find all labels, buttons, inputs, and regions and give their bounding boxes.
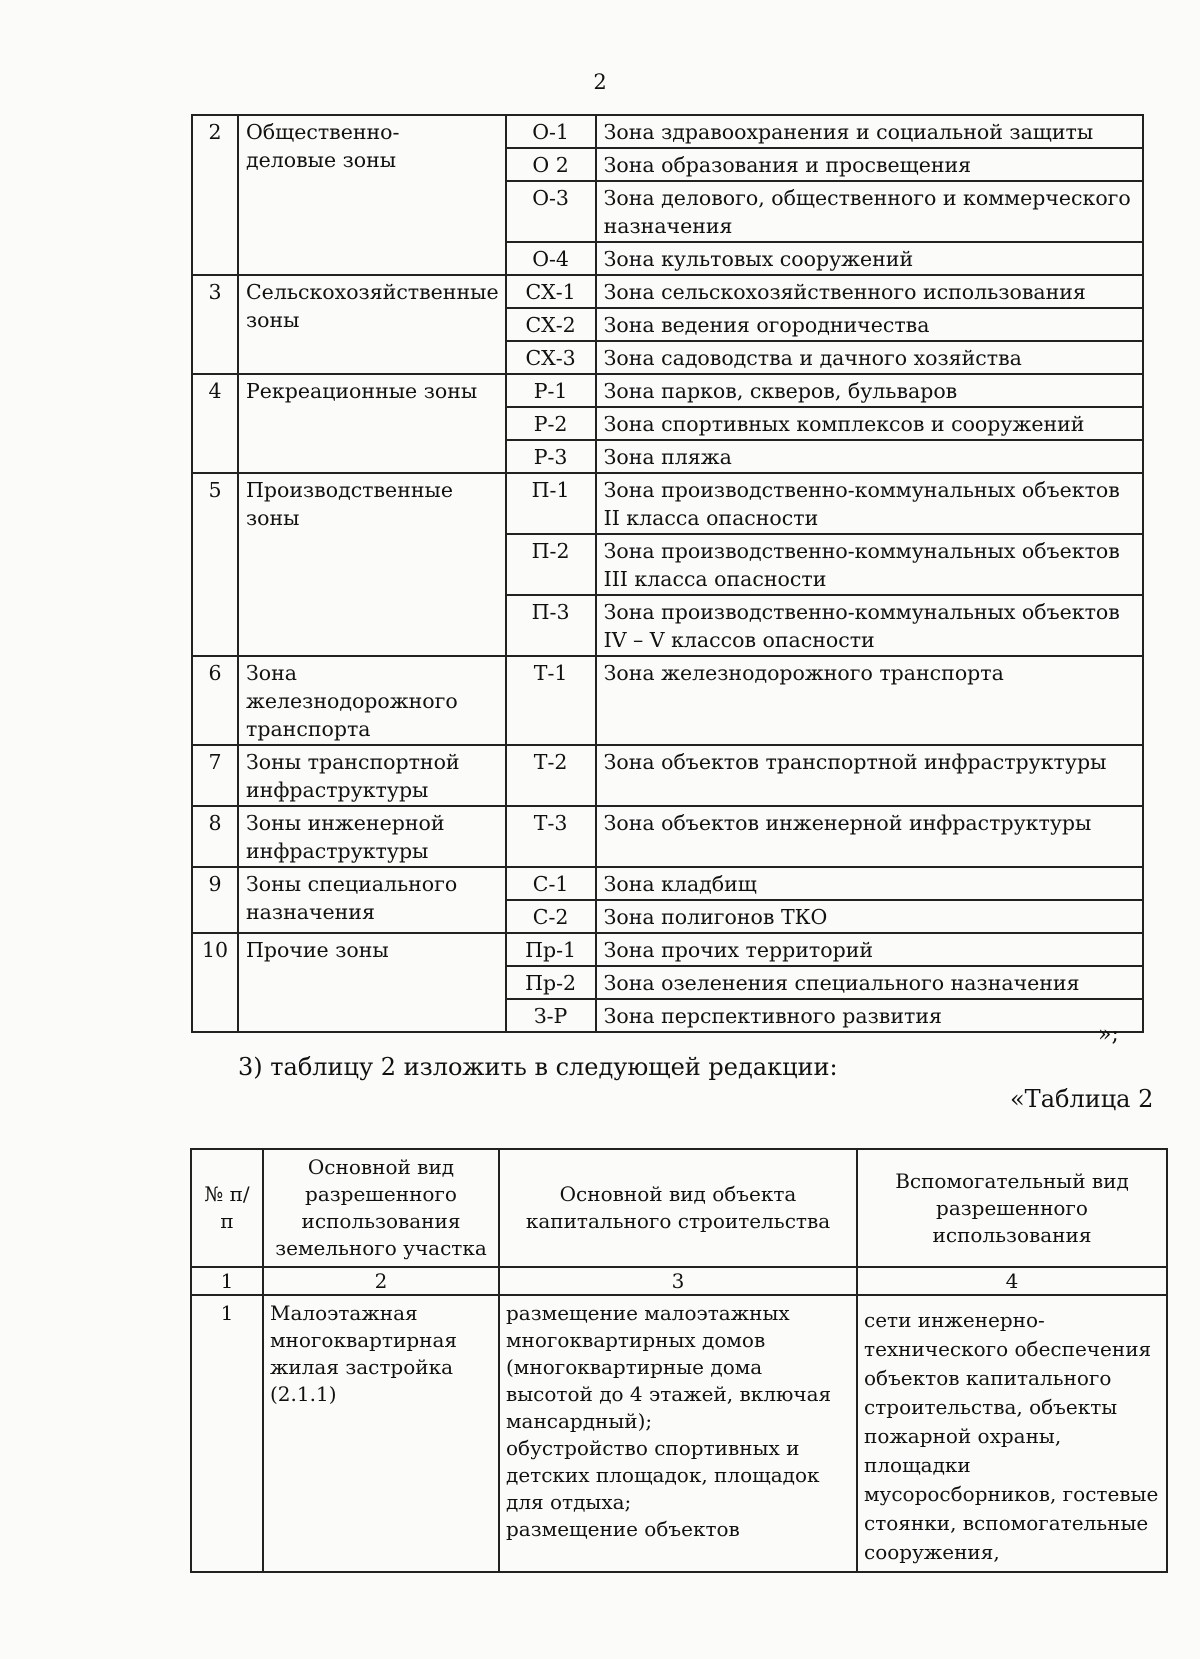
group-name: Зона железнодорожного транспорта	[238, 656, 506, 745]
zone-code: П-1	[506, 473, 596, 534]
object-type-cell: размещение малоэтажных многоквартирных домов (многоквартирные дома высотой до 4 этажей, включая мансардный); обустройство спортивных и детских площадок, площадок для отдыха; размещение объектов	[499, 1295, 857, 1572]
table-row	[192, 933, 1143, 966]
zone-description: Зона объектов транспортной инфраструктуры	[596, 745, 1143, 806]
group-number: 3	[192, 275, 238, 374]
group-number: 9	[192, 867, 238, 933]
closing-quote: »;	[1098, 1022, 1119, 1047]
table-row	[191, 1295, 1167, 1572]
table-row	[192, 473, 1143, 534]
table-row	[192, 374, 1143, 407]
zone-description: Зона парков, скверов, бульваров	[596, 374, 1143, 407]
zone-code: Р-1	[506, 374, 596, 407]
index-cell: 1	[191, 1267, 263, 1295]
index-cell: 3	[499, 1267, 857, 1295]
group-name: Рекреационные зоны	[238, 374, 506, 473]
zone-description: Зона производственно-коммунальных объектов II класса опасности	[596, 473, 1143, 534]
zone-description: Зона здравоохранения и социальной защиты	[596, 115, 1143, 148]
zone-code: С-2	[506, 900, 596, 933]
group-name: Зоны специального назначения	[238, 867, 506, 933]
zone-code: О-4	[506, 242, 596, 275]
group-name: Производственные зоны	[238, 473, 506, 656]
group-number: 8	[192, 806, 238, 867]
zone-code: С-1	[506, 867, 596, 900]
page-number: 2	[593, 70, 607, 94]
index-cell: 4	[857, 1267, 1167, 1295]
zone-code: О-3	[506, 181, 596, 242]
index-cell: 2	[263, 1267, 499, 1295]
zone-description: Зона ведения огородничества	[596, 308, 1143, 341]
zone-code: СХ-2	[506, 308, 596, 341]
zone-code: Пр-1	[506, 933, 596, 966]
zone-code: П-2	[506, 534, 596, 595]
zone-description: Зона образования и просвещения	[596, 148, 1143, 181]
table-row	[192, 656, 1143, 745]
zone-code: СХ-1	[506, 275, 596, 308]
header-land-use: Основной вид разрешенного использования земельного участка	[263, 1149, 499, 1267]
zone-description: Зона перспективного развития	[596, 999, 1143, 1032]
row-num: 1	[191, 1295, 263, 1572]
zone-description: Зона производственно-коммунальных объектов IV – V классов опасности	[596, 595, 1143, 656]
table2-index-row	[191, 1267, 1167, 1295]
zone-description: Зона делового, общественного и коммерческого назначения	[596, 181, 1143, 242]
zone-description: Зона спортивных комплексов и сооружений	[596, 407, 1143, 440]
group-number: 6	[192, 656, 238, 745]
zone-code: З-Р	[506, 999, 596, 1032]
group-number: 4	[192, 374, 238, 473]
zone-code: Т-2	[506, 745, 596, 806]
zone-description: Зона полигонов ТКО	[596, 900, 1143, 933]
zone-description: Зона производственно-коммунальных объектов III класса опасности	[596, 534, 1143, 595]
zone-description: Зона прочих территорий	[596, 933, 1143, 966]
auxiliary-cell: сети инженерно-технического обеспечения объектов капитального строительства, объекты пожарной охраны, площадки мусоросборников, гостевые стоянки, вспомогательные сооружения,	[857, 1295, 1167, 1572]
zone-description: Зона сельскохозяйственного использования	[596, 275, 1143, 308]
group-name: Прочие зоны	[238, 933, 506, 1032]
zone-code: О 2	[506, 148, 596, 181]
zones-table	[191, 114, 1144, 1033]
zone-description: Зона пляжа	[596, 440, 1143, 473]
table2-header-row	[191, 1149, 1167, 1267]
group-name: Сельскохозяйственные зоны	[238, 275, 506, 374]
zone-description: Зона объектов инженерной инфраструктуры	[596, 806, 1143, 867]
group-number: 10	[192, 933, 238, 1032]
permitted-use-table	[190, 1148, 1168, 1573]
header-object-type: Основной вид объекта капитального строительства	[499, 1149, 857, 1267]
zone-description: Зона кладбищ	[596, 867, 1143, 900]
header-num: № п/п	[191, 1149, 263, 1267]
zone-description: Зона культовых сооружений	[596, 242, 1143, 275]
table-row	[192, 745, 1143, 806]
table-row	[192, 867, 1143, 900]
group-name: Зоны инженерной инфраструктуры	[238, 806, 506, 867]
zone-description: Зона садоводства и дачного хозяйства	[596, 341, 1143, 374]
zone-description: Зона железнодорожного транспорта	[596, 656, 1143, 745]
group-name: Общественно- деловые зоны	[238, 115, 506, 275]
zone-code: СХ-3	[506, 341, 596, 374]
zone-code: Р-3	[506, 440, 596, 473]
zone-code: О-1	[506, 115, 596, 148]
zone-code: Р-2	[506, 407, 596, 440]
land-use-cell: Малоэтажная многоквартирная жилая застройка (2.1.1)	[263, 1295, 499, 1572]
table-row	[192, 115, 1143, 148]
group-name: Зоны транспортной инфраструктуры	[238, 745, 506, 806]
table2-label: «Таблица 2	[1010, 1085, 1154, 1113]
zone-code: П-3	[506, 595, 596, 656]
group-number: 5	[192, 473, 238, 656]
zone-code: Т-3	[506, 806, 596, 867]
group-number: 2	[192, 115, 238, 275]
table-row	[192, 275, 1143, 308]
table-row	[192, 806, 1143, 867]
header-auxiliary: Вспомогательный вид разрешенного использования	[857, 1149, 1167, 1267]
group-number: 7	[192, 745, 238, 806]
zone-description: Зона озеленения специального назначения	[596, 966, 1143, 999]
zone-code: Т-1	[506, 656, 596, 745]
amendment-heading: 3) таблицу 2 изложить в следующей редакции:	[238, 1053, 838, 1081]
zone-code: Пр-2	[506, 966, 596, 999]
